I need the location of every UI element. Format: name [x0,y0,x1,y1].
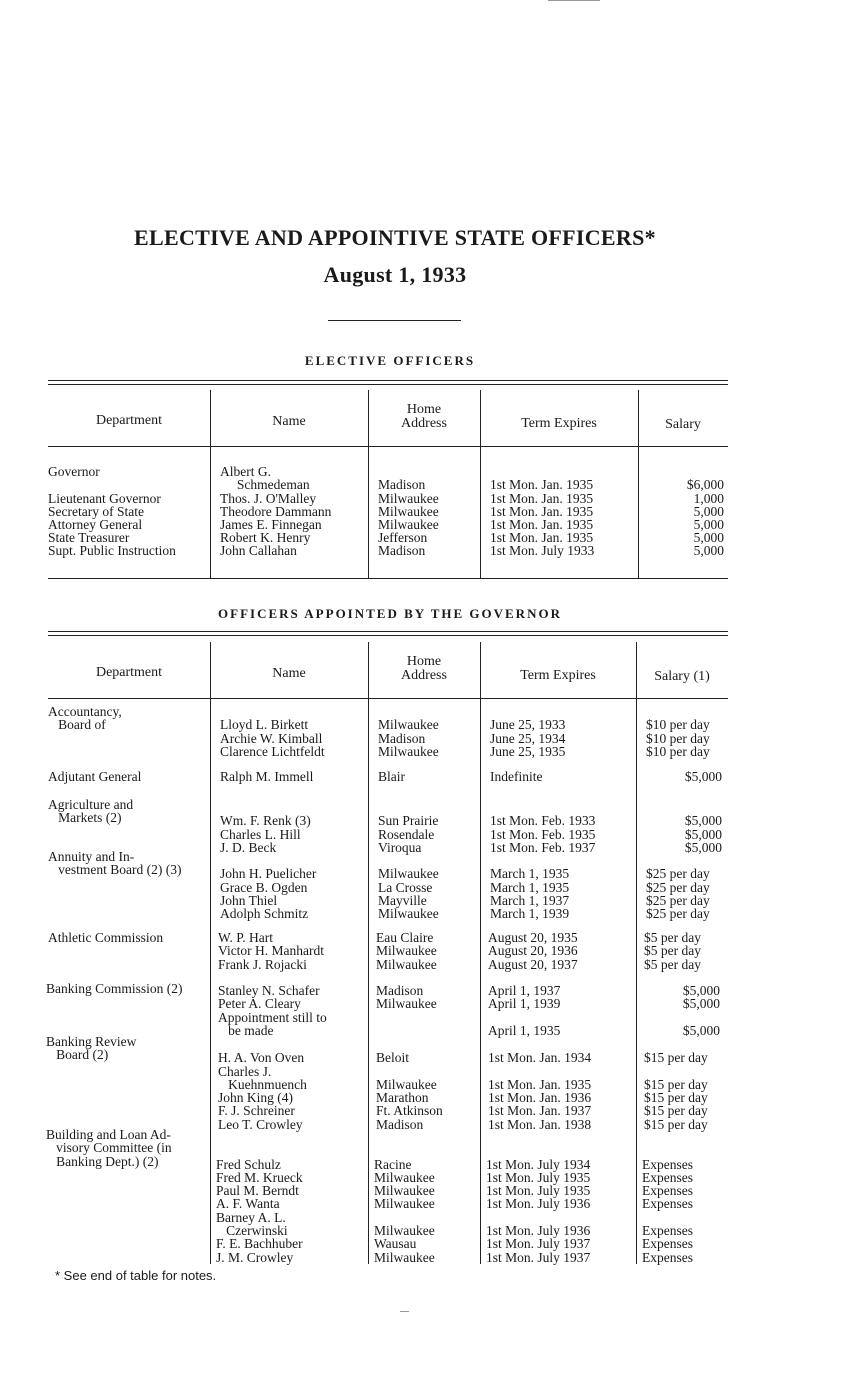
appointed-dept: Adjutant General [48,769,142,784]
appointed-names: Fred Schulz Fred M. Krueck Paul M. Berndt A. F. Wanta Barney A. L. Czerwinski F. E. Bachhuber J. M. Crowley [216,1156,303,1265]
col-divider [480,642,481,1264]
elective-row-term: 1st Mon. Jan. 1935 [490,477,594,493]
elective-row-name: John Callahan [220,543,297,558]
appointed-homes: Eau Claire Milwaukee Milwaukee [376,930,437,972]
appointed-names: John H. Puelicher Grace B. Ogden John Thiel Adolph Schmitz [220,866,317,922]
elective-row-home: Jefferson [378,530,428,545]
appointed-header-home-2: Address [401,668,447,683]
elective-row-name: Albert G. Schmedeman [220,464,310,493]
elective-row-home: Madison [378,543,426,558]
elective-row-home: Madison [378,477,426,493]
elective-bottom-rule [48,578,728,579]
appointed-salaries: $10 per day $10 per day $10 per day [646,717,710,759]
elective-row-home: Milwaukee [378,504,439,519]
appointed-salaries: $5,000 $5,000 $5,000 [682,983,720,1038]
elective-row-term: 1st Mon. Jan. 1935 [490,491,594,506]
elective-header-name: Name [272,414,306,429]
elective-row-salary: 5,000 [693,543,724,558]
elective-row-salary: 1,000 [693,491,724,506]
elective-row-salary: $6,000 [686,477,724,493]
elective-heading: ELECTIVE OFFICERS [304,353,476,368]
appointed-salaries: Expenses Expenses Expenses Expenses Expenses Expenses Expenses [642,1156,693,1265]
elective-row-dept: Attorney General [48,517,143,532]
elective-row-term: 1st Mon. Jan. 1935 [490,517,594,532]
elective-row-term: 1st Mon. July 1933 [490,543,595,558]
appointed-dept: Building and Loan Ad- visory Committee (in Banking Dept.) (2) [46,1127,172,1169]
appointed-names: Ralph M. Immell [220,769,314,784]
appointed-header-home-1: Home [406,654,442,669]
elective-row-dept: State Treasurer [48,530,130,545]
elective-row-salary: 5,000 [693,530,724,545]
col-divider [368,642,369,1264]
appointed-homes: Sun Prairie Rosendale Viroqua [378,813,439,855]
appointed-homes: Milwaukee La Crosse Mayville Milwaukee [378,866,439,922]
appointed-names: Lloyd L. Birkett Archie W. Kimball Clarence Lichtfeldt [220,717,325,759]
elective-row-salary: 5,000 [693,517,724,532]
elective-header-department: Department [95,413,163,428]
elective-header-rule [48,446,728,447]
page-date: August 1, 1933 [323,262,467,287]
appointed-terms: Indefinite [490,769,543,784]
appointed-salaries: $15 per day $15 per day $15 per day $15 per day $15 per day [644,1050,708,1132]
elective-header-home-1: Home [406,402,442,417]
appointed-header-salary: Salary (1) [654,669,710,684]
elective-row-home: Milwaukee [378,491,439,506]
appointed-salaries: $5,000 $5,000 $5,000 [684,813,722,855]
appointed-salaries: $5 per day $5 per day $5 per day [644,930,701,972]
appointed-dept: Athletic Commission [48,930,164,945]
elective-row-name: Robert K. Henry [220,530,311,545]
elective-header-term: Term Expires [521,416,597,431]
appointed-terms: August 20, 1935 August 20, 1936 August 20, 1937 [488,930,578,972]
elective-row-salary: 5,000 [693,504,724,519]
appointed-dept: Annuity and In- vestment Board (2) (3) [48,849,182,878]
appointed-dept: Banking Commission (2) [46,981,183,996]
elective-row-name: Thos. J. O'Malley [220,491,317,506]
appointed-homes: Beloit Milwaukee Marathon Ft. Atkinson Madison [376,1050,443,1132]
appointed-dept: Banking Review Board (2) [46,1034,137,1063]
page-mark [400,1311,409,1312]
appointed-header-department: Department [95,665,163,680]
appointed-salaries: $25 per day $25 per day $25 per day $25 per day [646,866,710,922]
elective-row-term: 1st Mon. Jan. 1935 [490,530,594,545]
elective-row-term: 1st Mon. Jan. 1935 [490,504,594,519]
appointed-terms: March 1, 1935 March 1, 1935 March 1, 1937 March 1, 1939 [490,866,570,922]
appointed-heading: OFFICERS APPOINTED BY THE GOVERNOR [218,606,562,621]
appointed-terms: June 25, 1933 June 25, 1934 June 25, 1935 [490,717,566,759]
elective-row-dept: Secretary of State [48,504,144,519]
appointed-top-rule [48,631,728,636]
appointed-header-term: Term Expires [520,668,596,683]
appointed-terms: 1st Mon. July 1934 1st Mon. July 1935 1st Mon. July 1935 1st Mon. July 1936 1st Mon. July 1936 1st Mon. July 1937 1st Mon. July 1937 [486,1156,591,1265]
appointed-terms: 1st Mon. Jan. 1934 1st Mon. Jan. 1935 1st Mon. Jan. 1936 1st Mon. Jan. 1937 1st Mon. Jan. 1938 [488,1050,592,1132]
appointed-homes: Madison Milwaukee [376,983,437,1012]
appointed-names: Stanley N. Schafer Peter A. Cleary Appointment still to be made [218,983,327,1038]
appointed-homes: Blair [378,769,405,784]
elective-row-name: James E. Finnegan [220,517,322,532]
appointed-terms: 1st Mon. Feb. 1933 1st Mon. Feb. 1935 1st Mon. Feb. 1937 [490,813,596,855]
appointed-names: W. P. Hart Victor H. Manhardt Frank J. Rojacki [218,930,325,972]
appointed-names: Wm. F. Renk (3) Charles L. Hill J. D. Beck [220,813,311,855]
page-title: ELECTIVE AND APPOINTIVE STATE OFFICERS* [134,225,656,250]
appointed-homes: Racine Milwaukee Milwaukee Milwaukee Milwaukee Wausau Milwaukee [374,1156,435,1265]
elective-row-name: Theodore Dammann [220,504,332,519]
elective-row-dept: Governor [48,464,100,479]
appointed-salaries: $5,000 [684,769,722,784]
elective-header-home-2: Address [401,416,447,431]
appointed-header-rule [48,698,728,699]
elective-row-dept: Lieutenant Governor [48,491,161,506]
col-divider [210,642,211,1264]
appointed-homes: Milwaukee Madison Milwaukee [378,717,439,759]
elective-top-rule [48,380,728,385]
footnote: * See end of table for notes. [55,1268,217,1283]
appointed-dept: Agriculture and Markets (2) [48,797,134,826]
elective-header-salary: Salary [665,417,701,432]
col-divider [636,642,637,1264]
appointed-terms: April 1, 1937 April 1, 1939 April 1, 1935 [488,983,561,1038]
title-divider [328,320,461,321]
elective-row-home: Milwaukee [378,517,439,532]
appointed-header-name: Name [272,666,306,681]
appointed-dept: Accountancy, Board of [48,704,122,733]
appointed-names: H. A. Von Oven Charles J. Kuehnmuench John King (4) F. J. Schreiner Leo T. Crowley [218,1050,307,1132]
elective-row-dept: Supt. Public Instruction [48,543,176,558]
scan-mark [548,0,600,1]
